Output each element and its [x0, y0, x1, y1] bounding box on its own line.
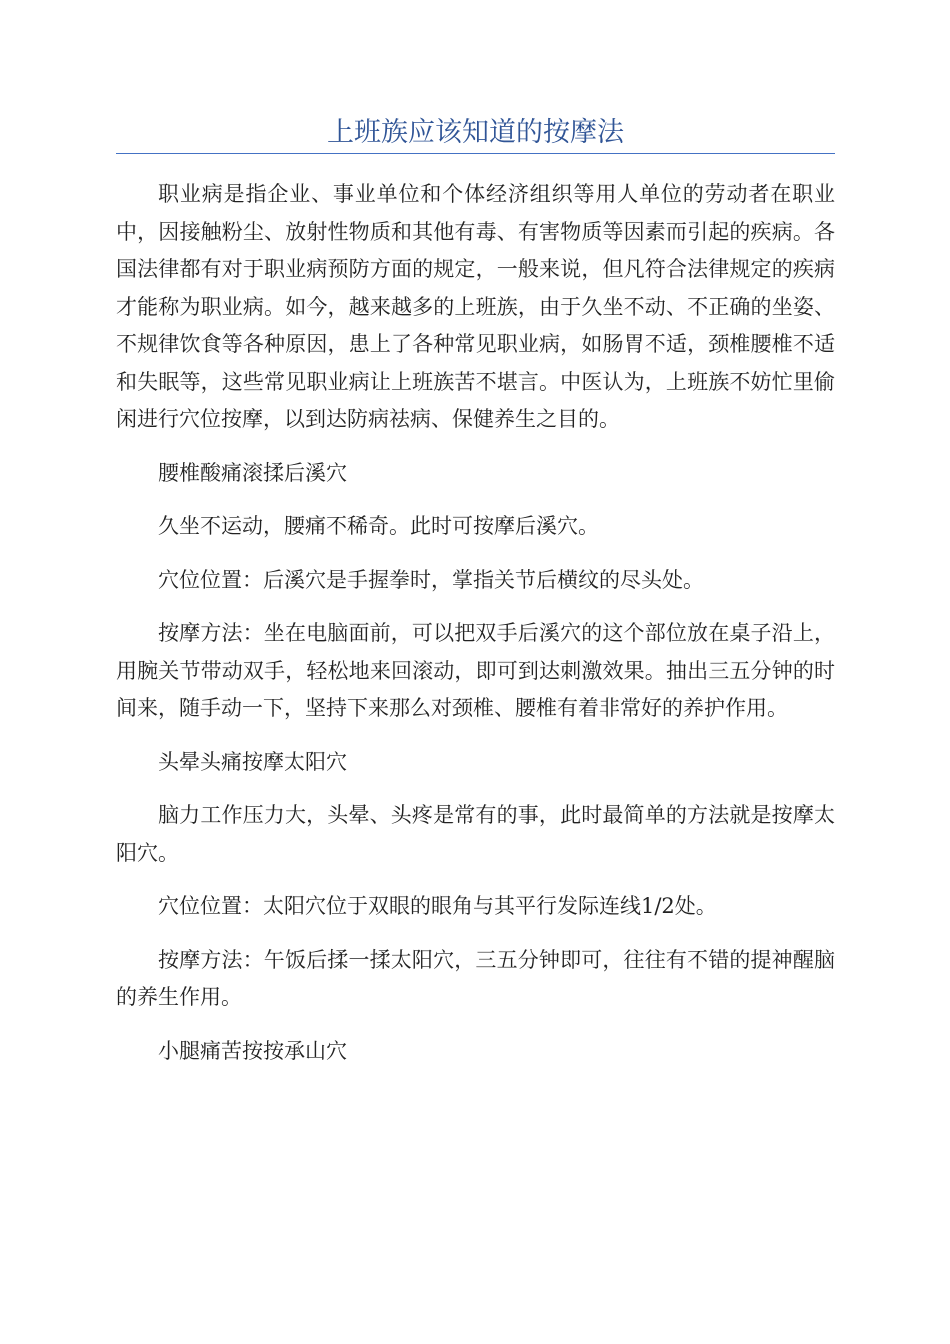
acupoint-location: 穴位位置：太阳穴位于双眼的眼角与其平行发际连线1/2处。	[158, 894, 717, 918]
body-paragraph: 脑力工作压力大，头晕、头疼是常有的事，此时最简单的方法就是按摩太阳穴。	[116, 803, 835, 865]
document-body	[116, 176, 835, 1070]
body-paragraph: 久坐不运动，腰痛不稀奇。此时可按摩后溪穴。	[158, 514, 599, 538]
acupoint-location: 穴位位置：后溪穴是手握拳时，掌指关节后横纹的尽头处。	[158, 567, 704, 592]
section-heading-headache: 头晕头痛按摩太阳穴	[158, 749, 347, 774]
document-page	[116, 0, 835, 1086]
massage-method: 按摩方法：午饭后揉一揉太阳穴，三五分钟即可，往往有不错的提神醒脑的养生作用。	[116, 947, 835, 1009]
massage-method: 按摩方法：坐在电脑面前，可以把双手后溪穴的这个部位放在桌子沿上，用腕关节带动双手，轻松地来回滚动，即可到达刺激效果。抽出三五分钟的时间来，随手动一下，坚持下来那么对颈椎、腰椎有着非常好的养护作用。	[116, 621, 835, 720]
document-title: 上班族应该知道的按摩法	[327, 117, 624, 148]
intro-paragraph: 职业病是指企业、事业单位和个体经济组织等用人单位的劳动者在职业中，因接触粉尘、放射性物质和其他有毒、有害物质等因素而引起的疾病。各国法律都有对于职业病预防方面的规定，一般来说，但凡符合法律规定的疾病才能称为职业病。如今，越来越多的上班族，由于久坐不动、不正确的坐姿、不规律饮食等各种原因，患上了各种常见职业病，如肠胃不适，颈椎腰椎不适和失眠等，这些常见职业病让上班族苦不堪言。中医认为，上班族不妨忙里偷闲进行穴位按摩，以到达防病祛病、保健养生之目的。	[116, 182, 835, 431]
section-heading-lumbar: 腰椎酸痛滚揉后溪穴	[158, 460, 347, 485]
section-heading-calf: 小腿痛苦按按承山穴	[158, 1038, 347, 1063]
title-underline	[116, 153, 835, 154]
